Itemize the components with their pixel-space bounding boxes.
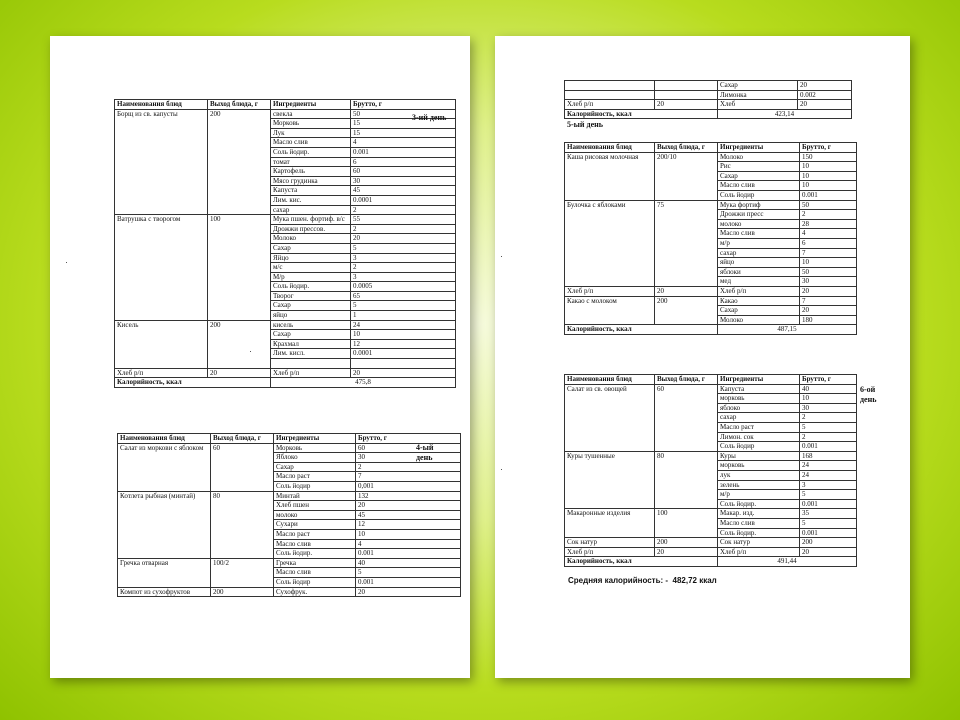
- ingredient-cell: молоко: [274, 510, 356, 520]
- ingredient-cell: Лук: [271, 128, 351, 138]
- ingredient-cell: Лимон. сок: [718, 432, 800, 442]
- dish-name-cell: Гречка отварная: [118, 558, 211, 587]
- header-ingredients: Ингредиенты: [271, 100, 351, 110]
- brutto-cell: 2: [351, 205, 456, 215]
- ingredient-cell: Картофель: [271, 167, 351, 177]
- calories-value: 491,44: [718, 557, 857, 567]
- brutto-cell: [351, 359, 456, 369]
- ingredient-cell: Какао: [718, 296, 800, 306]
- table-row: [118, 587, 461, 597]
- brutto-cell: 30: [800, 277, 857, 287]
- ingredient-cell: яйцо: [271, 311, 351, 321]
- brutto-cell: 35: [800, 509, 857, 519]
- ingredient-cell: яблоки: [718, 267, 800, 277]
- ingredient-cell: лук: [718, 470, 800, 480]
- brutto-cell: 45: [356, 510, 461, 520]
- dish-name-cell: Салат из моркови с яблоком: [118, 443, 211, 491]
- ingredient-cell: м/р: [718, 490, 800, 500]
- dish-name-cell: Сок натур: [565, 538, 655, 548]
- ingredient-cell: морковь: [718, 461, 800, 471]
- ingredient-cell: Соль йодир.: [718, 499, 800, 509]
- ingredient-cell: Морковь: [274, 443, 356, 453]
- calories-label: Калорийность, ккал: [565, 557, 718, 567]
- day6-label-text: 6-ой день: [860, 385, 877, 404]
- ingredient-cell: Лим. кис.: [271, 195, 351, 205]
- ingredient-cell: Рис: [718, 162, 800, 172]
- dish-output-cell: 60: [655, 384, 718, 451]
- ingredient-cell: Соль йодир.: [274, 549, 356, 559]
- brutto-cell: 40: [800, 384, 857, 394]
- brutto-cell: 0.0001: [351, 195, 456, 205]
- brutto-cell: 10: [800, 162, 857, 172]
- table-row: [118, 558, 461, 568]
- brutto-cell: 10: [800, 171, 857, 181]
- menu-table-day5: [564, 142, 857, 335]
- calories-row: [565, 109, 852, 119]
- dish-output-cell: 200: [655, 538, 718, 548]
- brutto-cell: 0.001: [800, 442, 857, 452]
- brutto-cell: 20: [798, 100, 852, 110]
- brutto-cell: 5: [351, 301, 456, 311]
- document-page-left: [50, 36, 470, 678]
- dish-name-cell: [565, 81, 655, 91]
- dish-name-cell: Хлеб р/п: [115, 368, 208, 378]
- dish-name-cell: Каша рисовая молочная: [565, 152, 655, 200]
- header-ingredients: Ингредиенты: [274, 434, 356, 444]
- brutto-cell: 3: [351, 272, 456, 282]
- ingredient-cell: сахар: [718, 248, 800, 258]
- ingredient-cell: Дрожжи пресс: [718, 210, 800, 220]
- ingredient-cell: Капуста: [271, 186, 351, 196]
- table-row: [115, 215, 456, 225]
- speck: [66, 262, 67, 263]
- table-row: [565, 384, 857, 394]
- brutto-cell: 150: [800, 152, 857, 162]
- day3-label: 3-ий день: [412, 113, 447, 122]
- brutto-cell: 7: [356, 472, 461, 482]
- brutto-cell: 10: [800, 258, 857, 268]
- brutto-cell: 0.0001: [351, 349, 456, 359]
- brutto-cell: 24: [351, 320, 456, 330]
- ingredient-cell: Соль йодир.: [271, 282, 351, 292]
- dish-output-cell: 200: [208, 320, 271, 368]
- ingredient-cell: сахар: [271, 205, 351, 215]
- brutto-cell: 20: [356, 587, 461, 597]
- dish-output-cell: 80: [211, 491, 274, 558]
- ingredient-cell: Масло раст: [718, 422, 800, 432]
- ingredient-cell: Молоко: [718, 152, 800, 162]
- dish-name-cell: Куры тушенные: [565, 451, 655, 509]
- calories-label: Калорийность, ккал: [115, 378, 271, 388]
- average-calories-value: 482,72 ккал: [672, 576, 717, 585]
- brutto-cell: 3: [800, 480, 857, 490]
- header-output: Выход блюда, г: [655, 375, 718, 385]
- brutto-cell: 5: [800, 422, 857, 432]
- table-row: [565, 538, 857, 548]
- menu-table-day5-continued: [564, 80, 852, 119]
- brutto-cell: 20: [800, 547, 857, 557]
- dish-name-cell: Какао с молоком: [565, 296, 655, 325]
- header-ingredients: Ингредиенты: [718, 143, 800, 153]
- brutto-cell: 20: [798, 81, 852, 91]
- calories-value: 475,8: [271, 378, 456, 388]
- ingredient-cell: Капуста: [718, 384, 800, 394]
- brutto-cell: 2: [351, 224, 456, 234]
- table-header-row: [115, 100, 456, 110]
- dish-name-cell: Булочка с яблоками: [565, 200, 655, 286]
- dish-name-cell: [565, 90, 655, 100]
- ingredient-cell: Хлеб: [718, 100, 798, 110]
- ingredient-cell: Масло слив: [271, 138, 351, 148]
- dish-name-cell: Ватрушка с творогом: [115, 215, 208, 321]
- dish-output-cell: 20: [655, 286, 718, 296]
- ingredient-cell: Сахар: [271, 330, 351, 340]
- ingredient-cell: морковь: [718, 394, 800, 404]
- table-row: [565, 81, 852, 91]
- ingredient-cell: Дрожжи прессов.: [271, 224, 351, 234]
- brutto-cell: 10: [351, 330, 456, 340]
- ingredient-cell: Минтай: [274, 491, 356, 501]
- header-brutto: Брутто, г: [800, 143, 857, 153]
- brutto-cell: 3: [351, 253, 456, 263]
- ingredient-cell: Сок натур: [718, 538, 800, 548]
- brutto-cell: 50: [351, 109, 456, 119]
- ingredient-cell: Мука фортиф: [718, 200, 800, 210]
- day4-label: [416, 443, 444, 463]
- brutto-cell: 0.001: [800, 528, 857, 538]
- brutto-cell: 20: [356, 501, 461, 511]
- ingredient-cell: свекла: [271, 109, 351, 119]
- calories-label: Калорийность, ккал: [565, 325, 718, 335]
- ingredient-cell: Масло слив: [718, 229, 800, 239]
- ingredient-cell: Крахмал: [271, 339, 351, 349]
- brutto-cell: 2: [800, 413, 857, 423]
- brutto-cell: 15: [351, 128, 456, 138]
- dish-output-cell: [655, 81, 718, 91]
- day5-label: 5-ый день: [567, 120, 603, 129]
- header-ingredients: Ингредиенты: [718, 375, 800, 385]
- dish-name-cell: Салат из св. овощей: [565, 384, 655, 451]
- table-row: [118, 443, 461, 453]
- menu-table-day3: [114, 99, 456, 388]
- header-dish-name: Наименования блюд: [565, 143, 655, 153]
- dish-output-cell: 200: [211, 587, 274, 597]
- ingredient-cell: Яйцо: [271, 253, 351, 263]
- speck: [501, 256, 502, 257]
- ingredient-cell: Соль йодир: [274, 481, 356, 491]
- calories-row: [115, 378, 456, 388]
- table-row: [565, 451, 857, 461]
- dish-name-cell: Хлеб р/п: [565, 286, 655, 296]
- table-row: [115, 109, 456, 119]
- table-row: [118, 491, 461, 501]
- brutto-cell: 60: [351, 167, 456, 177]
- table-row: [565, 547, 857, 557]
- table-header-row: [565, 375, 857, 385]
- brutto-cell: 0,001: [356, 481, 461, 491]
- brutto-cell: 5: [800, 490, 857, 500]
- ingredient-cell: М/р: [271, 272, 351, 282]
- brutto-cell: 20: [351, 368, 456, 378]
- ingredient-cell: Куры: [718, 451, 800, 461]
- ingredient-cell: Сухари: [274, 520, 356, 530]
- dish-output-cell: 100: [655, 509, 718, 538]
- brutto-cell: 50: [800, 200, 857, 210]
- brutto-cell: 7: [800, 248, 857, 258]
- dish-name-cell: Компот из сухофруктов: [118, 587, 211, 597]
- header-dish-name: Наименования блюд: [118, 434, 211, 444]
- document-page-right: [495, 36, 910, 678]
- dish-output-cell: 20: [208, 368, 271, 378]
- brutto-cell: 2: [800, 432, 857, 442]
- ingredient-cell: Соль йодир: [274, 577, 356, 587]
- brutto-cell: 4: [800, 229, 857, 239]
- table-header-row: [118, 434, 461, 444]
- table-row: [565, 296, 857, 306]
- ingredient-cell: м/р: [718, 238, 800, 248]
- dish-name-cell: Борщ из св. капусты: [115, 109, 208, 215]
- calories-row: [565, 325, 857, 335]
- dish-output-cell: 20: [655, 547, 718, 557]
- ingredient-cell: молоко: [718, 219, 800, 229]
- ingredient-cell: Сахар: [274, 462, 356, 472]
- ingredient-cell: Молоко: [271, 234, 351, 244]
- header-output: Выход блюда, г: [211, 434, 274, 444]
- ingredient-cell: Мука пшен. фортиф. в/с: [271, 215, 351, 225]
- brutto-cell: 20: [351, 234, 456, 244]
- speck: [250, 351, 251, 352]
- dish-name-cell: Кисель: [115, 320, 208, 368]
- ingredient-cell: яблоко: [718, 403, 800, 413]
- ingredient-cell: Творог: [271, 291, 351, 301]
- brutto-cell: 10: [356, 529, 461, 539]
- ingredient-cell: Яблоко: [274, 453, 356, 463]
- ingredient-cell: Хлеб р/п: [271, 368, 351, 378]
- table-header-row: [565, 143, 857, 153]
- header-output: Выход блюда, г: [655, 143, 718, 153]
- brutto-cell: 0.001: [351, 147, 456, 157]
- ingredient-cell: Хлеб р/п: [718, 286, 800, 296]
- ingredient-cell: Масло раст: [274, 472, 356, 482]
- ingredient-cell: кисель: [271, 320, 351, 330]
- brutto-cell: 4: [351, 138, 456, 148]
- ingredient-cell: Масло слив: [718, 518, 800, 528]
- brutto-cell: 30: [351, 176, 456, 186]
- ingredient-cell: м/с: [271, 263, 351, 273]
- brutto-cell: 2: [800, 210, 857, 220]
- ingredient-cell: Сахар: [271, 243, 351, 253]
- dish-output-cell: 200: [655, 296, 718, 325]
- brutto-cell: 5: [356, 568, 461, 578]
- table-row: [565, 90, 852, 100]
- day4-label-text: 4-ый день: [416, 443, 434, 462]
- dish-name-cell: Макаронные изделия: [565, 509, 655, 538]
- dish-name-cell: Котлета рыбная (минтай): [118, 491, 211, 558]
- ingredient-cell: Лимонка: [718, 90, 798, 100]
- ingredient-cell: томат: [271, 157, 351, 167]
- dish-output-cell: 75: [655, 200, 718, 286]
- header-output: Выход блюда, г: [208, 100, 271, 110]
- dish-name-cell: Хлеб р/п: [565, 100, 655, 110]
- ingredient-cell: Морковь: [271, 119, 351, 129]
- menu-table-day4: [117, 433, 461, 597]
- brutto-cell: 20: [800, 286, 857, 296]
- table-row: [565, 100, 852, 110]
- ingredient-cell: Макар. изд.: [718, 509, 800, 519]
- brutto-cell: 24: [800, 461, 857, 471]
- dish-output-cell: 80: [655, 451, 718, 509]
- ingredient-cell: Лим. кисл.: [271, 349, 351, 359]
- brutto-cell: 24: [800, 470, 857, 480]
- dish-output-cell: [655, 90, 718, 100]
- table-row: [115, 320, 456, 330]
- brutto-cell: 30: [800, 403, 857, 413]
- brutto-cell: 0.001: [800, 499, 857, 509]
- brutto-cell: 60: [356, 443, 461, 453]
- ingredient-cell: Мясо грудинка: [271, 176, 351, 186]
- brutto-cell: 0.001: [356, 577, 461, 587]
- brutto-cell: 45: [351, 186, 456, 196]
- dish-output-cell: 100: [208, 215, 271, 321]
- table-row: [565, 509, 857, 519]
- ingredient-cell: Сахар: [718, 306, 800, 316]
- brutto-cell: 4: [356, 539, 461, 549]
- calories-value: 423,14: [718, 109, 852, 119]
- table-row: [565, 200, 857, 210]
- brutto-cell: 5: [800, 518, 857, 528]
- brutto-cell: 2: [356, 462, 461, 472]
- dish-output-cell: 60: [211, 443, 274, 491]
- brutto-cell: 30: [356, 453, 461, 463]
- header-brutto: Брутто, г: [800, 375, 857, 385]
- brutto-cell: 28: [800, 219, 857, 229]
- brutto-cell: 10: [800, 181, 857, 191]
- header-brutto: Брутто, г: [356, 434, 461, 444]
- brutto-cell: 50: [800, 267, 857, 277]
- brutto-cell: 1: [351, 311, 456, 321]
- ingredient-cell: Сухофрук.: [274, 587, 356, 597]
- brutto-cell: 6: [351, 157, 456, 167]
- ingredient-cell: сахар: [718, 413, 800, 423]
- header-brutto: Брутто, г: [351, 100, 456, 110]
- ingredient-cell: Масло слив: [274, 539, 356, 549]
- ingredient-cell: яйцо: [718, 258, 800, 268]
- dish-name-cell: Хлеб р/п: [565, 547, 655, 557]
- ingredient-cell: Сахар: [718, 171, 800, 181]
- ingredient-cell: Соль йодир.: [271, 147, 351, 157]
- brutto-cell: 15: [351, 119, 456, 129]
- ingredient-cell: Соль йодир: [718, 442, 800, 452]
- brutto-cell: 12: [351, 339, 456, 349]
- brutto-cell: 20: [800, 306, 857, 316]
- brutto-cell: 0.001: [356, 549, 461, 559]
- brutto-cell: 12: [356, 520, 461, 530]
- ingredient-cell: мед: [718, 277, 800, 287]
- dish-output-cell: 100/2: [211, 558, 274, 587]
- brutto-cell: 55: [351, 215, 456, 225]
- ingredient-cell: [271, 359, 351, 369]
- calories-label: Калорийность, ккал: [565, 109, 718, 119]
- dish-output-cell: 20: [655, 100, 718, 110]
- table-row: [565, 286, 857, 296]
- brutto-cell: 7: [800, 296, 857, 306]
- brutto-cell: 180: [800, 315, 857, 325]
- brutto-cell: 0.002: [798, 90, 852, 100]
- header-dish-name: Наименования блюд: [565, 375, 655, 385]
- header-dish-name: Наименования блюд: [115, 100, 208, 110]
- ingredient-cell: Сахар: [271, 301, 351, 311]
- dish-output-cell: 200/10: [655, 152, 718, 200]
- average-calories: [568, 576, 717, 585]
- average-calories-label: Средняя калорийность: -: [568, 576, 669, 585]
- ingredient-cell: зелень: [718, 480, 800, 490]
- table-row: [115, 368, 456, 378]
- table-row: [565, 152, 857, 162]
- ingredient-cell: Хлеб пшен: [274, 501, 356, 511]
- brutto-cell: 200: [800, 538, 857, 548]
- ingredient-cell: Соль йодир: [718, 190, 800, 200]
- brutto-cell: 2: [351, 263, 456, 273]
- brutto-cell: 5: [351, 243, 456, 253]
- dish-output-cell: 200: [208, 109, 271, 215]
- day6-label: [860, 385, 886, 405]
- calories-value: 487,15: [718, 325, 857, 335]
- ingredient-cell: Соль йодир.: [718, 528, 800, 538]
- brutto-cell: 65: [351, 291, 456, 301]
- brutto-cell: 132: [356, 491, 461, 501]
- ingredient-cell: Гречка: [274, 558, 356, 568]
- brutto-cell: 10: [800, 394, 857, 404]
- speck: [501, 469, 502, 470]
- ingredient-cell: Молоко: [718, 315, 800, 325]
- brutto-cell: 0.0005: [351, 282, 456, 292]
- ingredient-cell: Масло раст: [274, 529, 356, 539]
- ingredient-cell: Хлеб р/п: [718, 547, 800, 557]
- menu-table-day6: [564, 374, 857, 567]
- brutto-cell: 40: [356, 558, 461, 568]
- brutto-cell: 168: [800, 451, 857, 461]
- brutto-cell: 0.001: [800, 190, 857, 200]
- ingredient-cell: Сахар: [718, 81, 798, 91]
- brutto-cell: 6: [800, 238, 857, 248]
- ingredient-cell: Масло слив: [274, 568, 356, 578]
- calories-row: [565, 557, 857, 567]
- ingredient-cell: Масло слив: [718, 181, 800, 191]
